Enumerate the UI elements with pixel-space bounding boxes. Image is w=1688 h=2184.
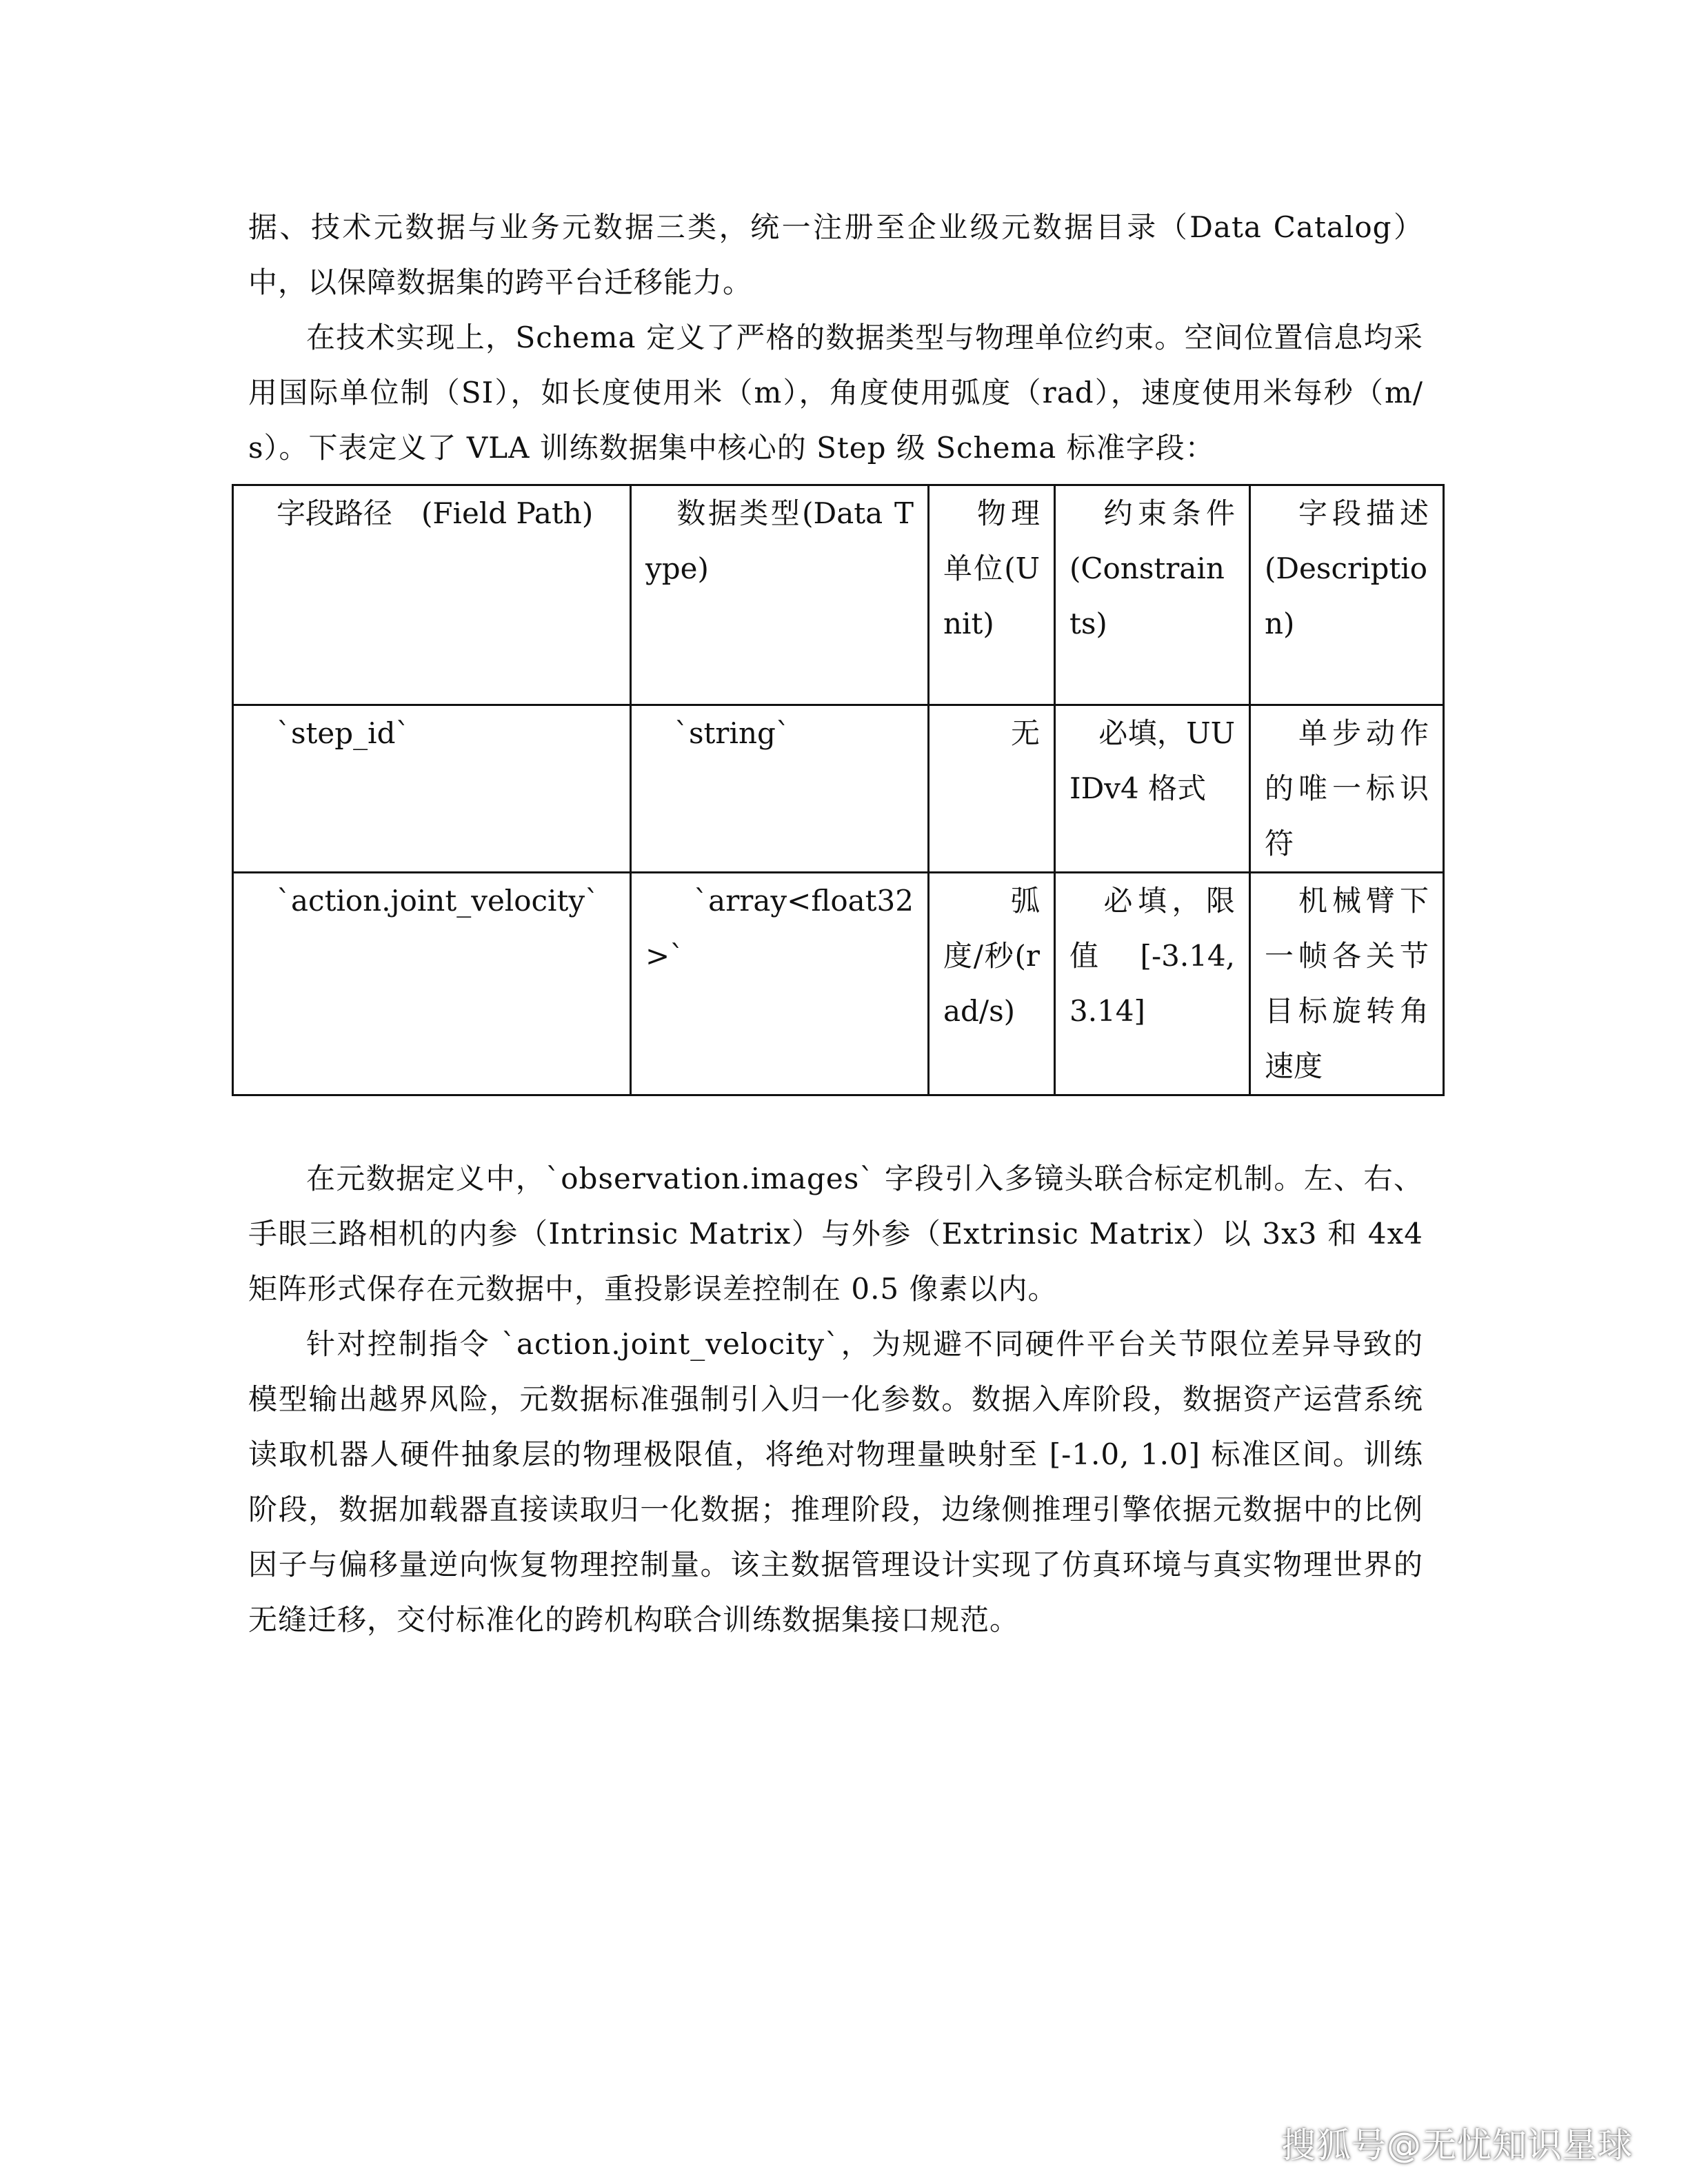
table-row [233, 705, 1444, 873]
cell-data-type: `array<float32>` [631, 873, 929, 1095]
cell-field-path: `step_id` [233, 705, 631, 873]
header-description: 字段描述(Description) [1250, 485, 1444, 705]
cell-description: 单步动作的唯一标识符 [1250, 705, 1444, 873]
cell-description: 机械臂下一帧各关节目标旋转角速度 [1250, 873, 1444, 1095]
header-field-path: 字段路径 (Field Path) [233, 485, 631, 705]
cell-constraints: 必填，限值 [-3.14, 3.14] [1055, 873, 1250, 1095]
table-header-row [233, 485, 1444, 705]
cell-data-type: `string` [631, 705, 929, 873]
cell-constraints: 必填，UUIDv4 格式 [1055, 705, 1250, 873]
paragraph-4: 针对控制指令 `action.joint_velocity`，为规避不同硬件平台关节限位差异导致的模型输出越界风险，元数据标准强制引入归一化参数。数据入库阶段，数据资产运营系统读取机器人硬件抽象层的物理极限值，将绝对物理量映射至 [-1.0, 1.0] 标准区间。训练阶段，数据加载器直接读取归一化数据；推理阶段，边缘侧推理引擎依据元数据中的比例因子与偏移量逆向恢复物理控制量。该主数据管理设计实现了仿真环境与真实物理世界的无缝迁移，交付标准化的跨机构联合训练数据集接口规范。 [248, 1327, 1423, 1637]
schema-table [232, 484, 1445, 1096]
cell-field-path: `action.joint_velocity` [233, 873, 631, 1095]
schema-table-container [232, 484, 1443, 1096]
paragraph-2: 在技术实现上，Schema 定义了严格的数据类型与物理单位约束。空间位置信息均采用国际单位制（SI），如长度使用米（m），角度使用弧度（rad），速度使用米每秒（m/s）。下表定义了 VLA 训练数据集中核心的 Step 级 Schema 标准字段： [248, 321, 1423, 465]
table-row [233, 873, 1444, 1095]
paragraph-3: 在元数据定义中，`observation.images` 字段引入多镜头联合标定机制。左、右、手眼三路相机的内参（Intrinsic Matrix）与外参（Extrinsic Matrix）以 3x3 和 4x4 矩阵形式保存在元数据中，重投影误差控制在 0.5 像素以内。 [248, 1162, 1423, 1306]
header-unit: 物理单位(Unit) [929, 485, 1055, 705]
header-data-type: 数据类型(Data Type) [631, 485, 929, 705]
cell-unit: 无 [929, 705, 1055, 873]
document-body [248, 200, 1429, 1648]
watermark: 搜狐号@无忧知识星球 [1281, 2125, 1633, 2165]
paragraph-1: 据、技术元数据与业务元数据三类，统一注册至企业级元数据目录（Data Catalog）中，以保障数据集的跨平台迁移能力。 [248, 210, 1423, 299]
header-constraints: 约束条件(Constraints) [1055, 485, 1250, 705]
cell-unit: 弧度/秒(rad/s) [929, 873, 1055, 1095]
